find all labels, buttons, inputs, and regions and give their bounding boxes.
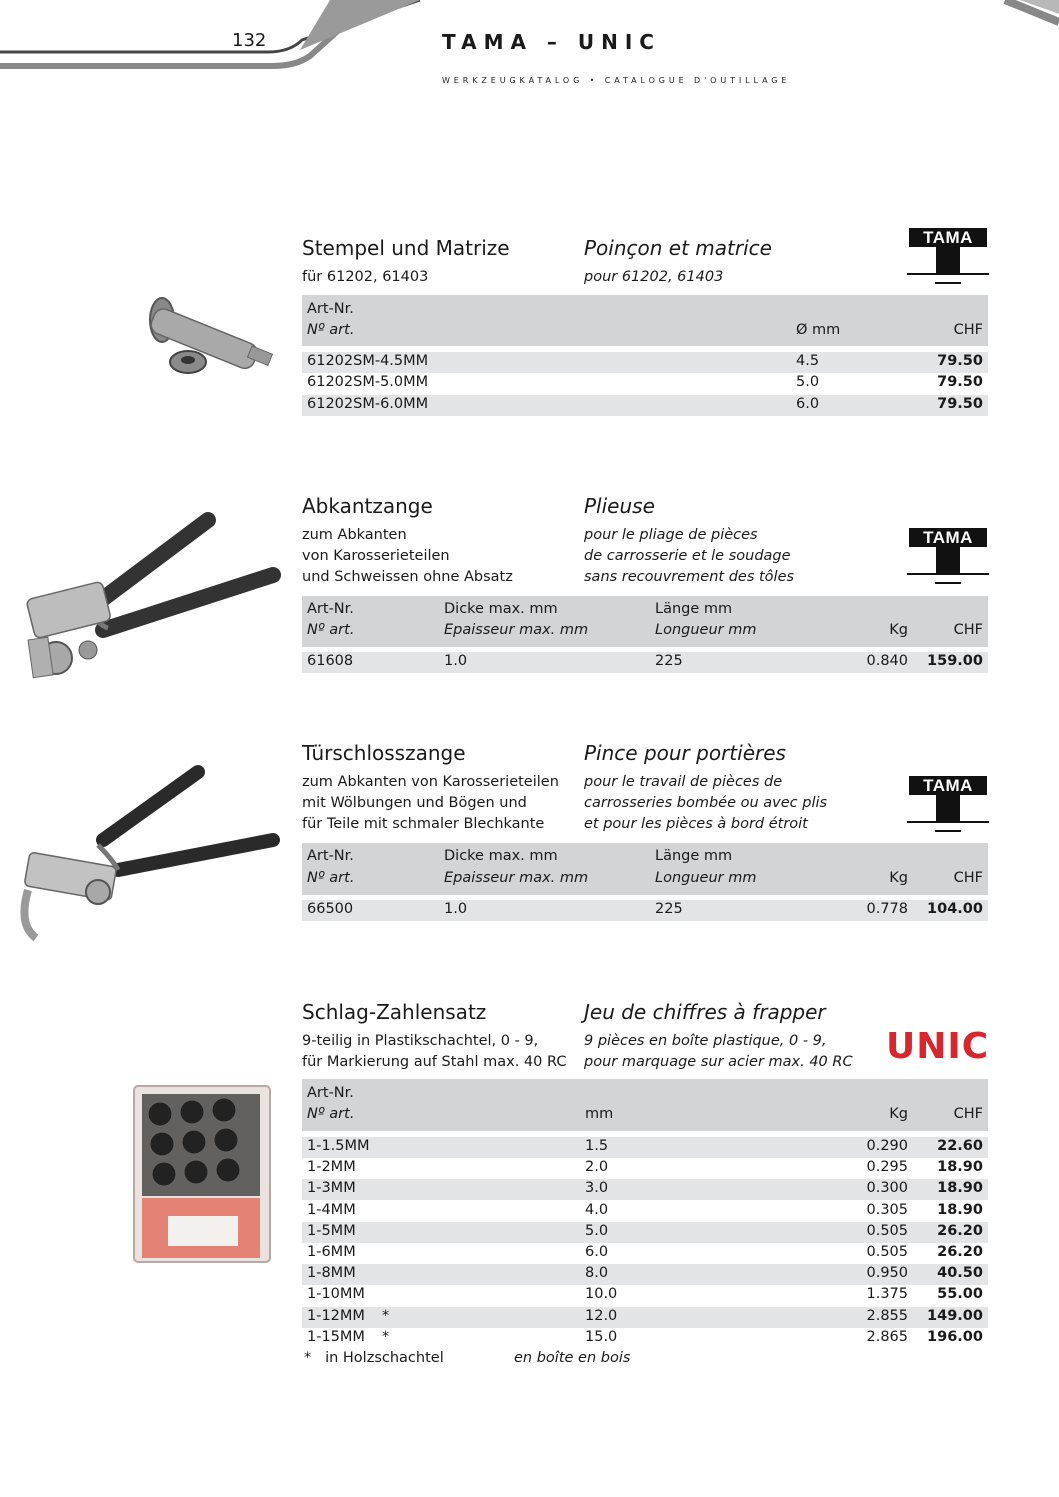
table-cell: 4.0 xyxy=(585,1201,609,1218)
catalog-subtitle: WERKZEUGKATALOG • CATALOGUE D'OUTILLAGE xyxy=(442,76,791,85)
col-length-de: Länge mm xyxy=(655,601,733,617)
table-cell: 1.5 xyxy=(585,1138,609,1154)
table-row xyxy=(302,1222,988,1243)
description-de: für 61202, 61403 xyxy=(302,269,429,285)
table-cell: 3.0 xyxy=(585,1180,609,1197)
folding-pliers-image xyxy=(18,500,283,695)
description-de: zum Abkanten von Karosserieteilen und Schweissen ohne Absatz xyxy=(302,527,513,585)
col-price: CHF xyxy=(953,322,983,338)
table-cell: 26.20 xyxy=(937,1244,983,1260)
col-price: CHF xyxy=(953,622,983,638)
table-cell: 1-10MM xyxy=(307,1286,365,1303)
footnote-de: in Holzschachtel xyxy=(325,1350,444,1366)
brand-title: TAMA – UNIC xyxy=(442,30,661,54)
col-artnr-fr: Nº art. xyxy=(307,1106,355,1122)
unic-logo: UNIC xyxy=(886,1026,990,1067)
table-cell: 5.0 xyxy=(585,1222,609,1239)
header-decoration xyxy=(0,0,1059,110)
table-cell: 8.0 xyxy=(585,1265,609,1282)
table-cell: 2.865 xyxy=(866,1328,908,1345)
table-cell: 22.60 xyxy=(937,1138,983,1154)
door-lock-pliers-image xyxy=(18,760,283,945)
table-cell: 1-6MM xyxy=(307,1244,356,1260)
col-artnr-fr: Nº art. xyxy=(307,870,355,886)
table-cell: 1-12MM xyxy=(307,1307,365,1324)
description-de: 9-teilig in Plastikschachtel, 0 - 9, für Markierung auf Stahl max. 40 RC xyxy=(302,1033,567,1070)
table-cell: 6.0 xyxy=(585,1244,609,1260)
section-title-de: Abkantzange xyxy=(302,494,433,518)
col-artnr-de: Art-Nr. xyxy=(307,848,354,864)
table-header xyxy=(302,295,988,346)
description-fr: pour 61202, 61403 xyxy=(584,269,724,285)
table-cell: 2.0 xyxy=(585,1159,609,1176)
table-cell: 1-5MM xyxy=(307,1222,356,1239)
table-cell: 55.00 xyxy=(937,1286,983,1303)
page-number: 132 xyxy=(232,30,267,51)
col-length-fr: Longueur mm xyxy=(655,622,757,638)
table-cell: 18.90 xyxy=(937,1201,983,1218)
table-cell: 40.50 xyxy=(937,1265,983,1282)
table-cell: 1-15MM xyxy=(307,1328,365,1345)
table-cell: 1.375 xyxy=(866,1286,908,1303)
col-artnr-fr: Nº art. xyxy=(307,322,355,338)
description-fr: 9 pièces en boîte plastique, 0 - 9, pour marquage sur acier max. 40 RC xyxy=(584,1033,853,1070)
col-artnr-de: Art-Nr. xyxy=(307,601,354,617)
table-cell: 18.90 xyxy=(937,1180,983,1197)
description-fr: pour le pliage de pièces de carrosserie et le soudage sans recouvrement des tôles xyxy=(584,527,795,585)
table-row: 61202SM-4.5MM 4.5 79.50 xyxy=(302,352,988,373)
table-row xyxy=(302,1179,988,1200)
table-cell: 12.0 xyxy=(585,1307,618,1324)
col-kg: Kg xyxy=(889,870,908,886)
table-cell: 0.505 xyxy=(866,1244,908,1260)
col-artnr-fr: Nº art. xyxy=(307,622,355,638)
table-cell: 1-1.5MM xyxy=(307,1138,370,1154)
col-length-de: Länge mm xyxy=(655,848,733,864)
table-row xyxy=(302,1285,988,1306)
col-thickness-de: Dicke max. mm xyxy=(444,848,558,864)
table-row: 61202SM-5.0MM 5.0 79.50 xyxy=(307,374,983,390)
col-thickness-fr: Epaisseur max. mm xyxy=(444,870,589,886)
table-row xyxy=(302,1307,988,1328)
section-title-fr: Pince pour portières xyxy=(584,741,786,765)
description-de: zum Abkanten von Karosserieteilen mit Wölbungen und Bögen und für Teile mit schmaler Blechkante xyxy=(302,774,559,832)
col-diameter: Ø mm xyxy=(796,322,841,338)
table-cell: 196.00 xyxy=(927,1328,983,1345)
table-cell: 18.90 xyxy=(937,1159,983,1176)
table-row xyxy=(302,1264,988,1285)
table-cell: 10.0 xyxy=(585,1286,618,1303)
col-kg: Kg xyxy=(889,622,908,638)
section-title-de: Türschlosszange xyxy=(302,741,466,765)
col-length-fr: Longueur mm xyxy=(655,870,757,886)
table-cell: * xyxy=(382,1307,390,1324)
col-artnr-de: Art-Nr. xyxy=(307,1085,354,1101)
table-cell: 15.0 xyxy=(585,1328,618,1345)
table-cell: 0.505 xyxy=(866,1222,908,1239)
footnote-fr: en boîte en bois xyxy=(514,1350,631,1366)
table-row xyxy=(302,1137,988,1158)
table-cell: 1-3MM xyxy=(307,1180,356,1197)
table-cell: 0.950 xyxy=(866,1265,908,1282)
table-cell: * xyxy=(382,1328,390,1345)
section-title-fr: Plieuse xyxy=(584,494,655,518)
table-cell: 0.305 xyxy=(866,1201,908,1218)
section-title-fr: Jeu de chiffres à frapper xyxy=(584,1000,826,1024)
section-title-de: Stempel und Matrize xyxy=(302,236,510,260)
table-cell: 2.855 xyxy=(866,1307,908,1324)
table-cell: 26.20 xyxy=(937,1222,983,1239)
tama-logo: TAMA xyxy=(907,226,989,284)
table-header xyxy=(302,843,988,895)
table-header xyxy=(302,1079,988,1131)
table-cell: 0.300 xyxy=(866,1180,908,1197)
number-punch-set-image xyxy=(128,1078,278,1270)
section-title-de: Schlag-Zahlensatz xyxy=(302,1000,487,1024)
table-row xyxy=(302,1158,988,1179)
punch-and-die-image xyxy=(140,290,285,385)
table-cell: 1-8MM xyxy=(307,1265,356,1282)
table-row xyxy=(302,1201,988,1222)
col-kg: Kg xyxy=(889,1106,908,1122)
table-row: 66500 1.0 225 0.778 104.00 xyxy=(302,900,988,921)
col-price: CHF xyxy=(953,1106,983,1122)
col-thickness-de: Dicke max. mm xyxy=(444,601,558,617)
table-row: 61202SM-6.0MM 6.0 79.50 xyxy=(302,395,988,416)
tama-logo: TAMA xyxy=(907,526,989,584)
col-artnr-de: Art-Nr. xyxy=(307,301,354,317)
table-row: 61608 1.0 225 0.840 159.00 xyxy=(302,652,988,673)
table-row xyxy=(302,1328,988,1349)
table-cell: 0.290 xyxy=(866,1138,908,1154)
table-cell: 149.00 xyxy=(927,1307,983,1324)
col-price: CHF xyxy=(953,870,983,886)
col-mm: mm xyxy=(585,1106,614,1122)
tama-logo: TAMA xyxy=(907,774,989,832)
section-title-fr: Poinçon et matrice xyxy=(584,236,772,260)
table-header xyxy=(302,596,988,647)
table-cell: 1-4MM xyxy=(307,1201,356,1218)
table-cell: 1-2MM xyxy=(307,1159,356,1176)
footnote: * in Holzschachtel xyxy=(304,1350,444,1366)
table-cell: 0.295 xyxy=(866,1159,908,1176)
col-thickness-fr: Epaisseur max. mm xyxy=(444,622,589,638)
table-row xyxy=(302,1243,988,1264)
description-fr: pour le travail de pièces de carrosseries bombée ou avec plis et pour les pièces à bord étroit xyxy=(584,774,828,832)
